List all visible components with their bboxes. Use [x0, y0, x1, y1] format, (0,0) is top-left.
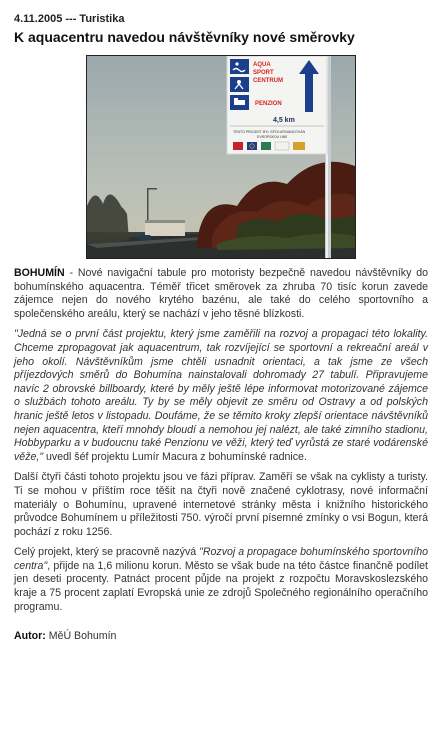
signpost: [227, 56, 327, 154]
article-title: K aquacentru navedou návštěvníky nové směrovky: [14, 29, 355, 45]
sign-distance: 4,5 km: [273, 117, 295, 124]
quote-attribution: uvedl šéf projektu Lumír Macura z bohumínské radnice.: [43, 450, 307, 463]
author-name: MěÚ Bohumín: [45, 630, 117, 643]
body-paragraph-3: Další čtyři části tohoto projektu jsou ve fázi příprav. Zaměří se však na cyklisty a turisty. Ti se mohou v příštím roce těšit na čtyři nově značené cyklotrasy, nové informační materiály o Bohumínu, upravené internetové stránky města i knižního historického průvodce Bohumínem u příležitosti 750. výročí první písemné zmínky o vsi Bogun, která pochází z roku 1256.: [14, 471, 428, 538]
quote-text: "Jedná se o první část projektu, který jsme zaměřili na rozvoj a propagaci této lokality. Chceme zpropagovat jak aquacentrum, tak rozvíjející se sportovní a rekreační areál v jeho okolí. Návštěvníkům jsme chtěli usnadnit orientaci, a tak jsme ze všech příjezdových směrů do Bohumína nainstalovali dohromady 27 tabulí. Připravujeme navíc 2 obrovské billboardy, které by měly ještě lépe informovat motorizované zájemce o službách tohoto areálu. Ty by se měly objevit ze směru od Ostravy a od polských hranic ještě letos v listopadu. Doufáme, že se těmito kroky zlepší orientace návštěvníků nejen aquacentra, kteří mnohdy bloudí a nemohou jej nalézt, ale také zimního stadionu, Hobbyparku a v budoucnu také Penzionu ve věži, který teď vyrůstá ze staré vodárenské věže,": [14, 328, 428, 463]
article-date-category: 4.11.2005 --- Turistika: [14, 13, 125, 25]
lead-paragraph: [14, 267, 428, 321]
author-label: Autor:: [14, 630, 46, 643]
project-name: "Rozvoj a propagace bohumínského sportovního centra": [14, 546, 428, 572]
sign-text-4: PENZION: [255, 101, 282, 107]
sign-text-1: AQUA: [253, 62, 271, 68]
article-author: [14, 629, 428, 643]
body-paragraph-4: [14, 546, 428, 614]
para4-end: , přijde na 1,6 milionu korun. Město se však bude na této částce finančně podílet jen deseti procenty. Patnáct procent půjde na projekt z rozpočtu Moravskoslezského kraje a 75 procent zaplatí Evropská unie ze zdrojů Společného regionálního operačního programu.: [14, 559, 428, 613]
lead-text: - Nové navigační tabule pro motoristy bezpečně navedou návštěvníky do bohumínského aquacentra. Téměř třicet směrovek za zhruba 70 tisíc korun zavede zájemce nejen do nového krytého bazénu, ale také do celého sportovního a společenského areálu, který se nachází v jeho těsné blízkosti.: [14, 267, 428, 320]
sign-footer-2: EVROPSKOU UNIÍ: [257, 135, 288, 139]
sign-text-3: CENTRUM: [253, 78, 283, 84]
para4-start: Celý projekt, který se pracovně nazývá: [14, 546, 200, 559]
article-photo: [86, 55, 356, 259]
sign-footer-1: TENTO PROJEKT BYL SPOLUFINANCOVÁN: [233, 130, 306, 134]
lead-place: BOHUMÍN: [14, 267, 65, 279]
sign-text-2: SPORT: [253, 70, 274, 76]
quote-paragraph: [14, 328, 428, 464]
